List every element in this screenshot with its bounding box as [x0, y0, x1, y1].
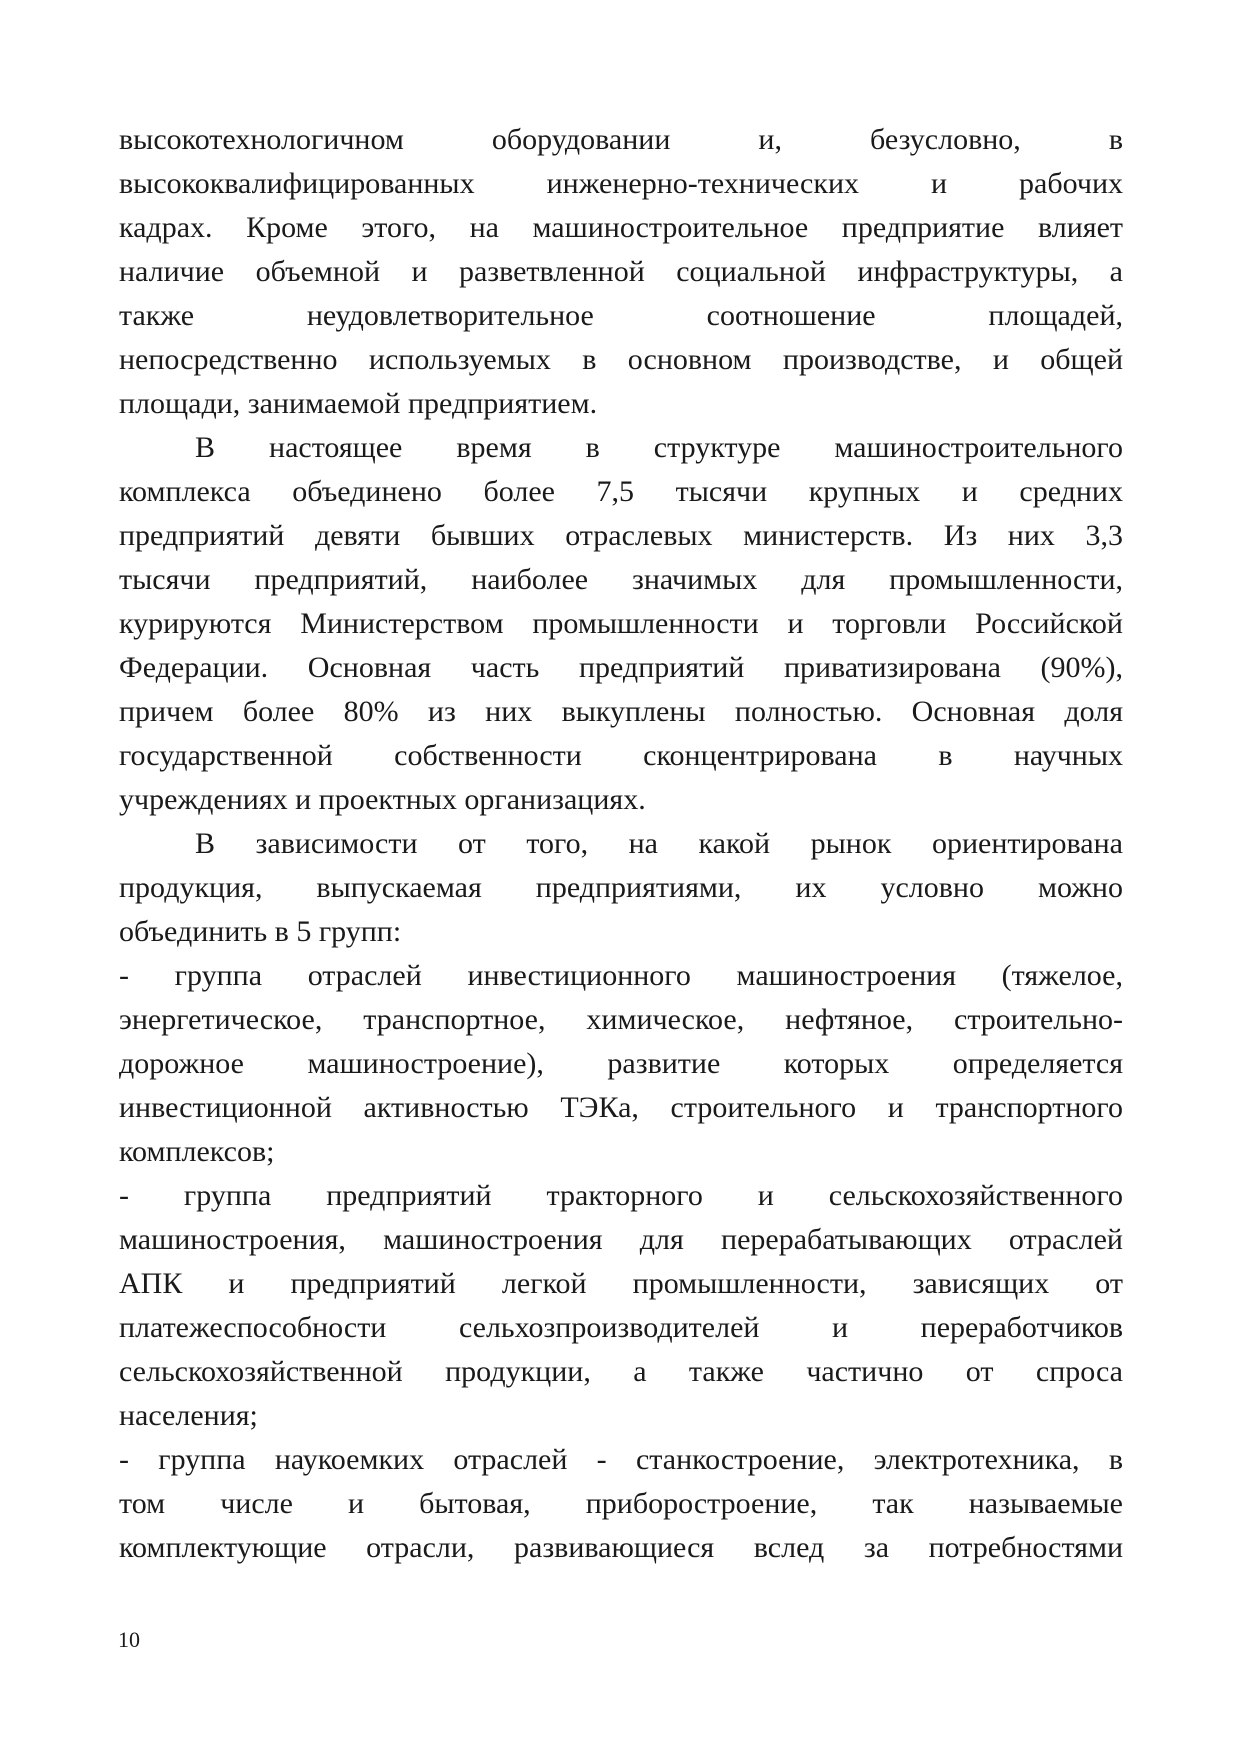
text-line: населения; — [119, 1399, 258, 1432]
list-item-first-line: - группа наукоемких отраслей - станкостроение, электротехника, в — [119, 1443, 1123, 1476]
list-item-first-line: - группа предприятий тракторного и сельскохозяйственного — [119, 1179, 1123, 1212]
text-line: сельскохозяйственной продукции, а также частично от спроса — [119, 1355, 1123, 1388]
text-line: том числе и бытовая, приборостроение, так называемые — [119, 1487, 1123, 1520]
text-line: причем более 80% из них выкуплены полностью. Основная доля — [119, 695, 1123, 728]
text-line: платежеспособности сельхозпроизводителей и переработчиков — [119, 1311, 1123, 1344]
text-line: тысячи предприятий, наиболее значимых для промышленности, — [119, 563, 1123, 596]
paragraph-first-line: В настоящее время в структуре машиностроительного — [195, 431, 1123, 464]
text-line: курируются Министерством промышленности и торговли Российской — [119, 607, 1123, 640]
text-line: непосредственно используемых в основном производстве, и общей — [119, 343, 1123, 376]
text-line: учреждениях и проектных организациях. — [119, 783, 646, 816]
text-line: АПК и предприятий легкой промышленности, зависящих от — [119, 1267, 1123, 1300]
text-line: объединить в 5 групп: — [119, 915, 402, 948]
text-line: инвестиционной активностью ТЭКа, строительного и транспортного — [119, 1091, 1123, 1124]
text-line: продукция, выпускаемая предприятиями, их условно можно — [119, 871, 1123, 904]
text-line: площади, занимаемой предприятием. — [119, 387, 598, 420]
text-line: высокотехнологичном оборудовании и, безусловно, в — [119, 123, 1123, 156]
list-item-first-line: - группа отраслей инвестиционного машиностроения (тяжелое, — [119, 959, 1123, 992]
text-line: комплекса объединено более 7,5 тысячи крупных и средних — [119, 475, 1123, 508]
text-line: энергетическое, транспортное, химическое, нефтяное, строительно- — [119, 1003, 1123, 1036]
paragraph-first-line: В зависимости от того, на какой рынок ориентирована — [195, 827, 1123, 860]
page-number: 10 — [118, 1627, 140, 1652]
text-line: машиностроения, машиностроения для перерабатывающих отраслей — [119, 1223, 1123, 1256]
text-line: высококвалифицированных инженерно-технических и рабочих — [119, 167, 1123, 200]
text-line: государственной собственности сконцентрирована в научных — [119, 739, 1123, 772]
body-text — [119, 118, 1123, 1570]
text-line: предприятий девяти бывших отраслевых министерств. Из них 3,3 — [119, 519, 1123, 552]
text-line: Федерации. Основная часть предприятий приватизирована (90%), — [119, 651, 1123, 684]
text-line: комплектующие отрасли, развивающиеся вслед за потребностями — [119, 1531, 1123, 1564]
text-line: также неудовлетворительное соотношение площадей, — [119, 299, 1123, 332]
text-line: комплексов; — [119, 1135, 275, 1168]
text-line: дорожное машиностроение), развитие которых определяется — [119, 1047, 1123, 1080]
text-line: наличие объемной и разветвленной социальной инфраструктуры, а — [119, 255, 1123, 288]
text-line: кадрах. Кроме этого, на машиностроительное предприятие влияет — [119, 211, 1123, 244]
